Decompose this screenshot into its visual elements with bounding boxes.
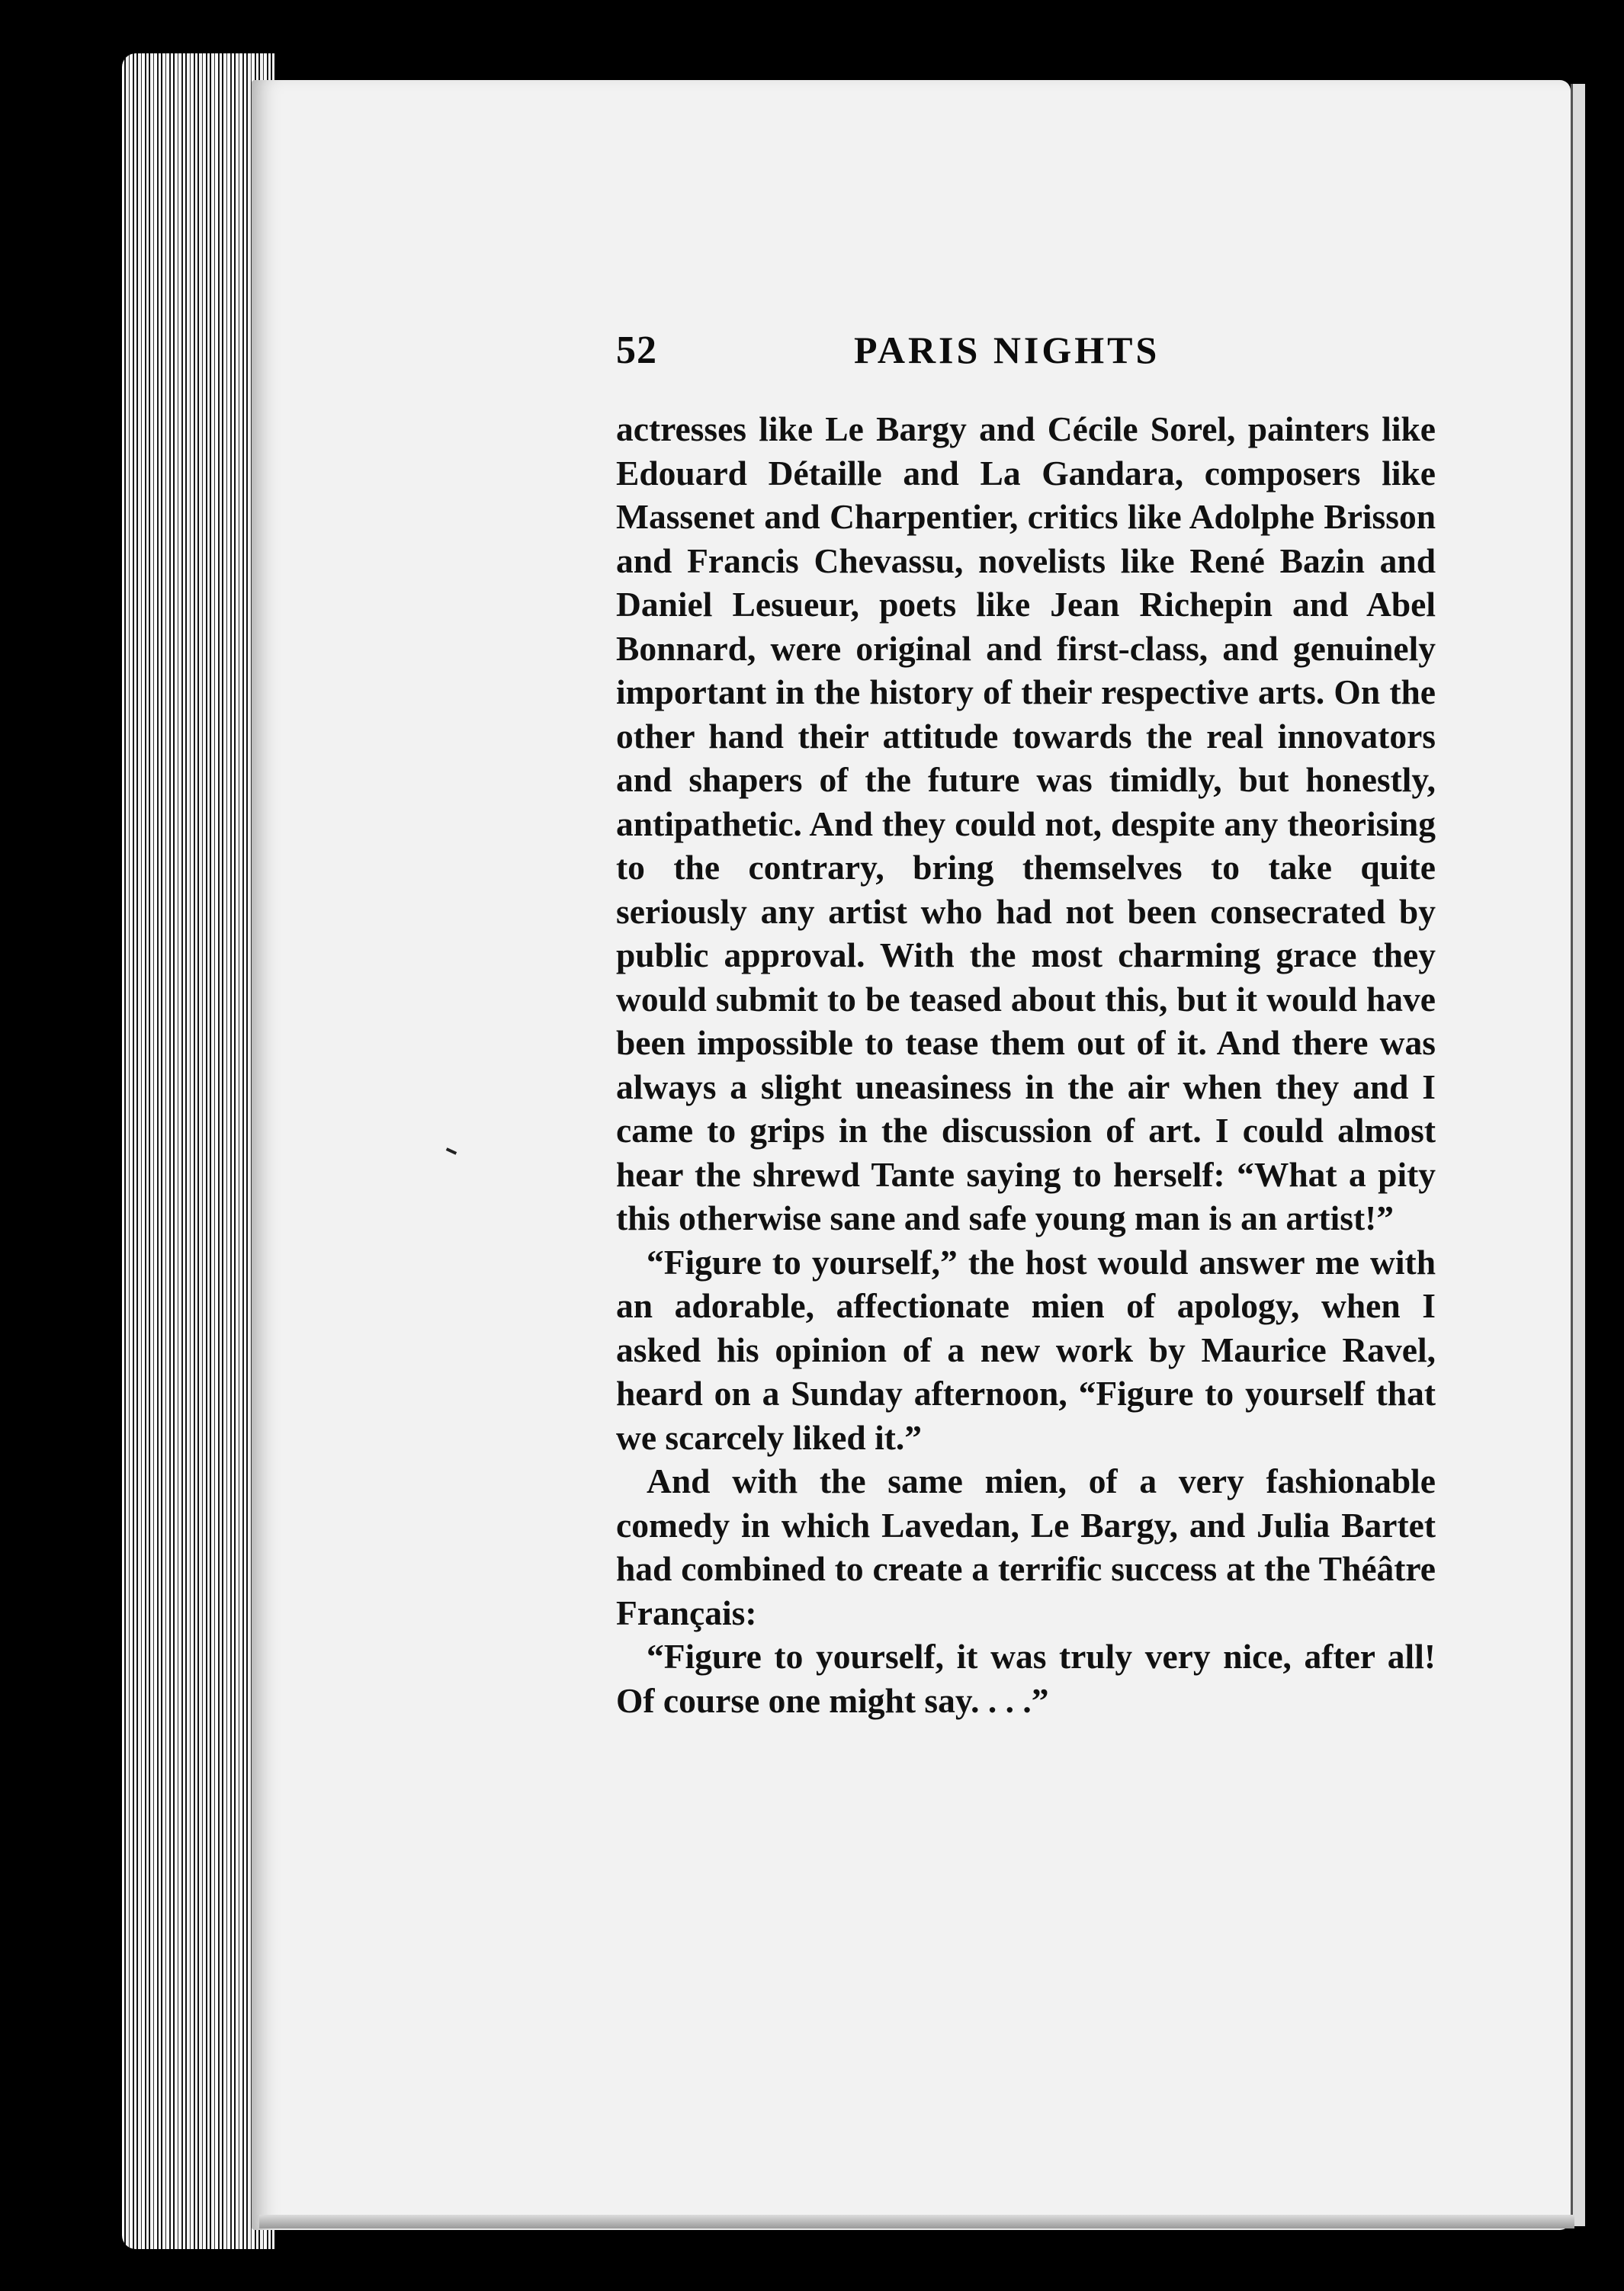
page-right-edge bbox=[1571, 84, 1585, 2226]
paragraph: And with the same mien, of a very fashionable comedy in which Lavedan, Le Bargy, and Julia Bartet had combined to create a terrific success at the Théâtre Français: bbox=[616, 1462, 1436, 1632]
paragraph: actresses like Le Bargy and Cécile Sorel, painters like Edouard Détaille and La Gandara, composers like Massenet and Charpentier, critics like Adolphe Brisson and Francis Chevassu, novelists like René Bazin and Daniel Lesueur, poets like Jean Richepin and Abel Bonnard, were original and first-class, and genuinely important in the history of their respective arts. On the other hand their attitude towards the real innovators and shapers of the future was timidly, but honestly, antipathetic. And they could not, despite any theorising to the contrary, bring themselves to take quite seriously any artist who had not been consecrated by public approval. With the most charming grace they would submit to be teased about this, but it would have been impossible to tease them out of it. And there was always a slight uneasiness in the air when they and I came to grips in the discussion of art. I could almost hear the shrewd Tante saying to herself: “What a pity this otherwise sane and safe young man is an artist!” bbox=[616, 409, 1436, 1237]
page-number: 52 bbox=[616, 329, 657, 372]
paragraph: “Figure to yourself, it was truly very nice, after all! Of course one might say. . . .” bbox=[616, 1637, 1436, 1720]
page-bottom-edge bbox=[259, 2215, 1574, 2228]
paragraph: “Figure to yourself,” the host would answer me with an adorable, affectionate mien of apology, when I asked his opinion of a new work by Maurice Ravel, heard on a Sunday afternoon, “Figure to yourself that we scarcely liked it.” bbox=[616, 1242, 1436, 1457]
page-title: PARIS NIGHTS bbox=[854, 329, 1160, 371]
body-text bbox=[616, 407, 1436, 1722]
running-head bbox=[616, 328, 1428, 389]
